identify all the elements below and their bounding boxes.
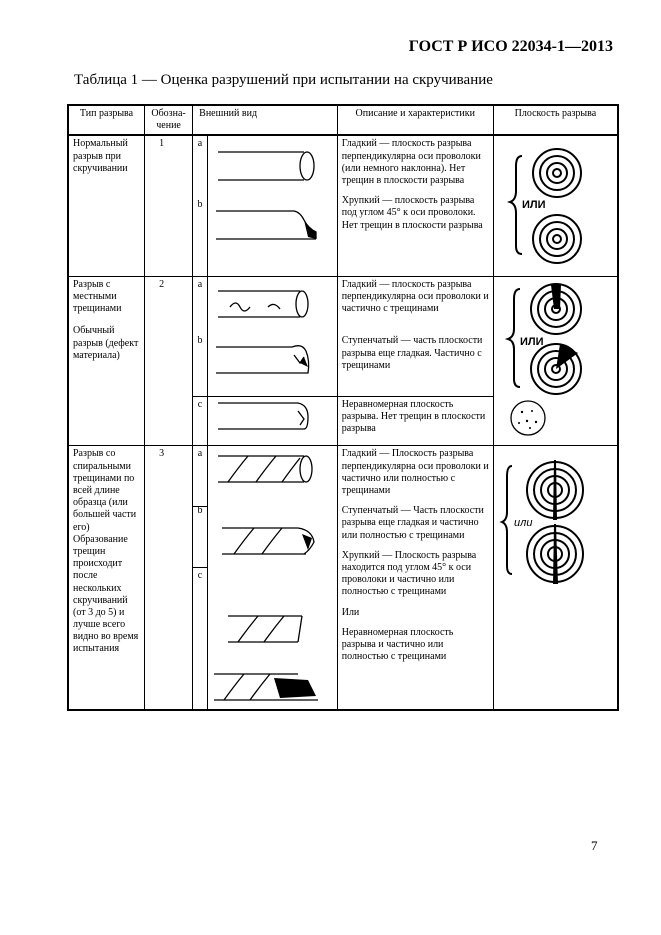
row1-type: Нормальный разрыв при скручивании	[68, 135, 144, 276]
letter: c	[197, 570, 203, 582]
row2c-letter: c	[193, 396, 208, 446]
fracture-plane-drawing	[494, 277, 613, 439]
row3-fracture-plane	[493, 446, 618, 710]
row1-appearance	[207, 135, 337, 276]
table-row-2	[68, 276, 618, 396]
header-appearance: Внешний вид	[193, 105, 338, 135]
wire-drawing	[208, 136, 332, 275]
row2-appearance	[207, 276, 337, 396]
row3-type: Разрыв со спиральными трещинами по всей длине образца (или большей части его) Образование трещин происходит после нескольких скручиваний (от 3 до 5) и лучше всего видно во время испытания	[68, 446, 144, 710]
letter: b	[197, 504, 203, 516]
row3-description: Гладкий — Плоскость разрыва перпендикулярна оси проволоки и частично или полностью с трещинами Ступенчатый — Часть плоскости разрыва еще гладкая и частично или полностью с трещинами Хрупкий — Плоскость разрыва находится под углом 45° к оси проволоки и частично или полностью с трещинами Или Неравномерная плоскость разрыва и частично или полностью с трещинами	[337, 446, 493, 710]
fracture-plane-drawing	[494, 136, 613, 275]
row2-type: Разрыв с местными трещинами Обычный разрыв (дефект материала)	[68, 276, 144, 446]
page-number: 7	[591, 838, 598, 853]
fracture-plane-label: ИЛИ	[519, 335, 544, 348]
fracture-plane-drawing	[494, 446, 613, 708]
letter: a	[197, 448, 203, 460]
document-header: ГОСТ Р ИСО 22034-1—2013	[408, 38, 613, 55]
row1-description: Гладкий — плоскость разрыва перпендикулярна оси проволоки (или немного наклонна). Нет трещин в плоскости разрыва Хрупкий — плоскость разрыва под углом 45° к оси проволоки. Нет трещин в плоскости разрыва	[337, 135, 493, 276]
row2c-description: Неравномерная плоскость разрыва. Нет трещин в плоскости разрыва	[337, 396, 493, 446]
row2c-appearance	[207, 396, 337, 446]
header-fracture-plane: Плоскость разрыва	[493, 105, 618, 135]
table-title: Таблица 1 — Оценка разрушений при испытании на скручивание	[74, 72, 493, 88]
wire-drawing	[208, 446, 332, 708]
torsion-fracture-table	[67, 104, 619, 711]
header-designation: Обозна- чение	[144, 105, 192, 135]
wire-drawing	[208, 277, 332, 395]
letter: b	[197, 335, 203, 347]
row3-number: 3	[144, 446, 192, 710]
wire-drawing	[208, 397, 332, 437]
row2-description: Гладкий — плоскость разрыва перпендикулярна оси проволоки и частично с трещинами Ступенчатый — часть плоскости разрыва еще гладкая. Частично с трещинами	[337, 276, 493, 396]
row1-number: 1	[144, 135, 192, 276]
header-description: Описание и характеристики	[337, 105, 493, 135]
header-fracture-type: Тип разрыва	[68, 105, 144, 135]
letter: a	[197, 138, 203, 150]
row3-appearance	[207, 446, 337, 710]
row2-number: 2	[144, 276, 192, 446]
letter: a	[197, 278, 203, 290]
fracture-plane-label: или	[513, 517, 533, 530]
row1-fracture-plane	[493, 135, 618, 276]
fracture-plane-label: ИЛИ	[521, 199, 546, 212]
row2-letters	[193, 276, 208, 396]
table-row-3	[68, 446, 618, 710]
row3-letters	[193, 446, 208, 710]
letter: b	[197, 198, 203, 210]
table-header-row	[68, 105, 618, 135]
row2-fracture-plane	[493, 276, 618, 446]
row1-letters	[193, 135, 208, 276]
table-row-1	[68, 135, 618, 276]
